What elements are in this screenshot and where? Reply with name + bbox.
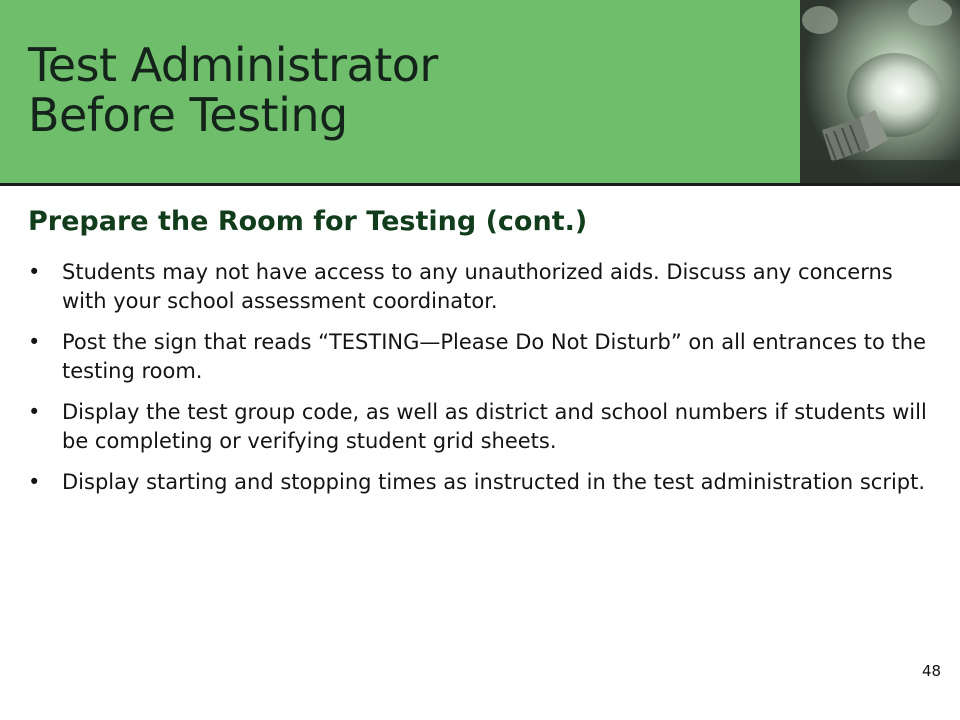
bullet-list — [28, 258, 943, 509]
slide-title — [28, 40, 438, 140]
bullet-text: Students may not have access to any unauthorized aids. Discuss any concerns with your school assessment coordinator. — [62, 260, 893, 313]
bullet-text: Display the test group code, as well as district and school numbers if students will be completing or verifying student grid sheets. — [62, 400, 927, 453]
bullet-icon: • — [28, 400, 41, 424]
section-heading: Prepare the Room for Testing (cont.) — [28, 206, 588, 237]
page-number: 48 — [922, 662, 942, 680]
bullet-text: Post the sign that reads “TESTING—Please Do Not Disturb” on all entrances to the testing room. — [62, 330, 926, 383]
bullet-item — [28, 398, 943, 456]
lightbulb-photo-icon — [800, 0, 960, 183]
header-divider — [0, 183, 960, 186]
bullet-item — [28, 328, 943, 386]
bullet-item — [28, 468, 943, 497]
bullet-icon: • — [28, 330, 41, 354]
bullet-item — [28, 258, 943, 316]
slide-title-line-1: Test Administrator — [28, 38, 438, 92]
bullet-icon: • — [28, 260, 41, 284]
title-banner — [0, 0, 800, 183]
bullet-text: Display starting and stopping times as instructed in the test administration script. — [62, 470, 926, 494]
slide-title-line-2: Before Testing — [28, 88, 348, 142]
bullet-icon: • — [28, 470, 41, 494]
